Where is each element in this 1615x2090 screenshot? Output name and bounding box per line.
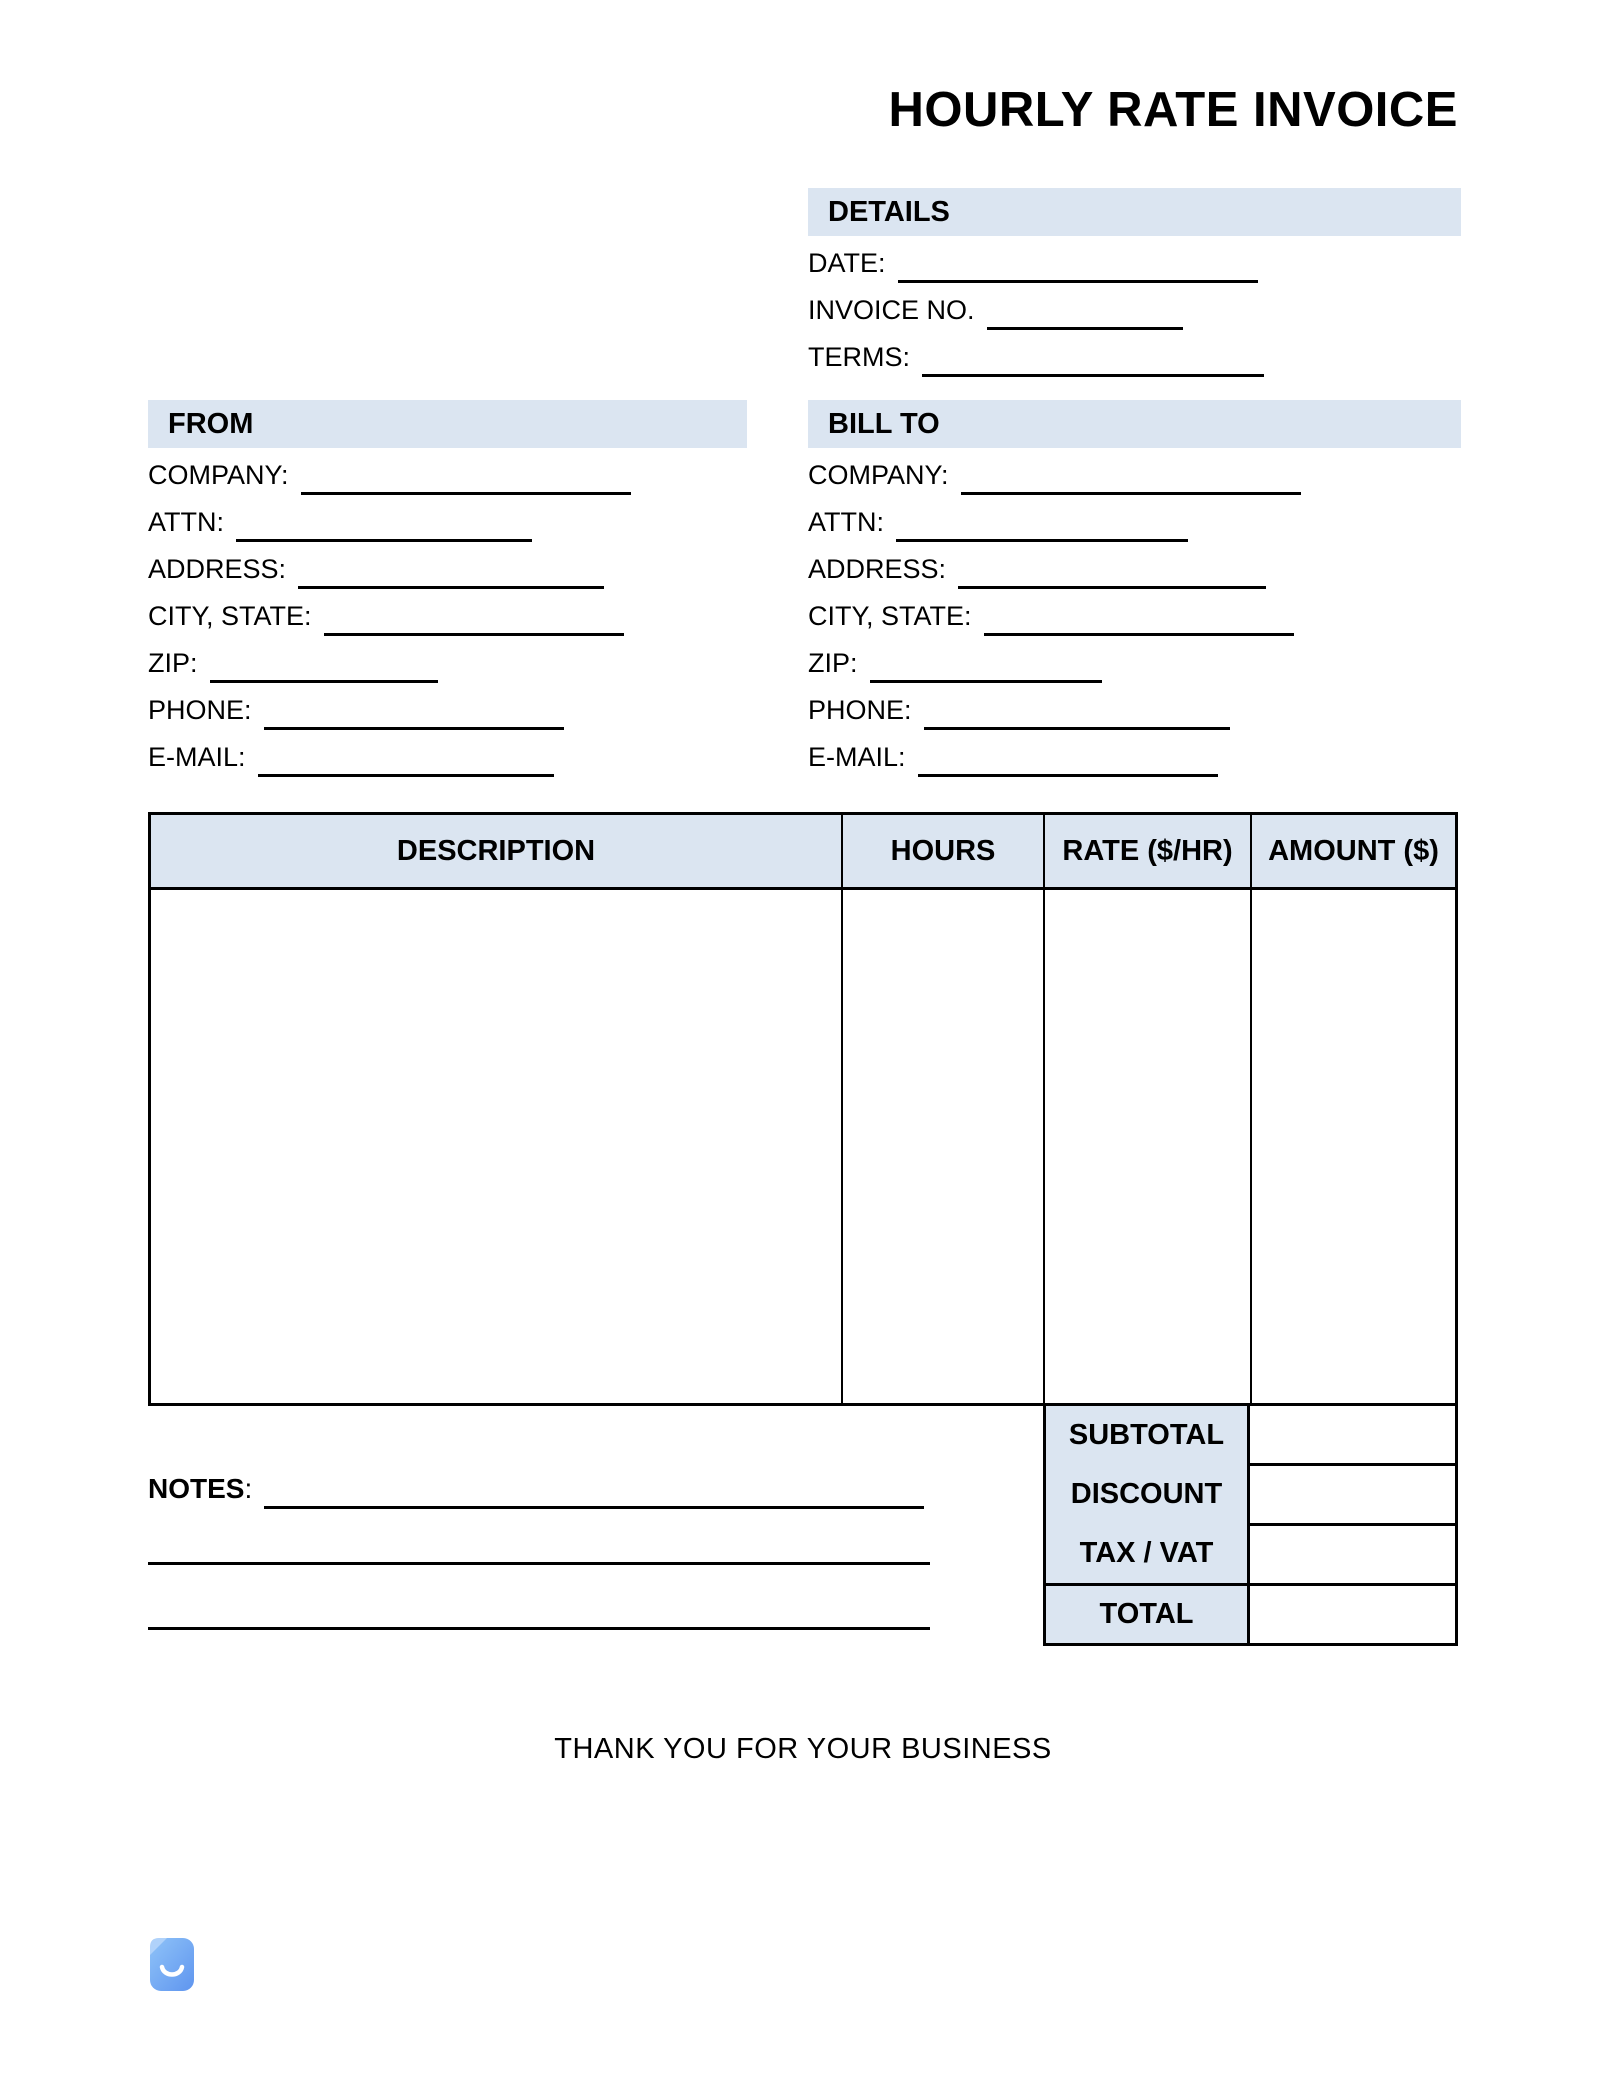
from-company-input-line[interactable] — [301, 462, 631, 495]
field-from-city-state — [148, 592, 747, 639]
tax-vat-label: TAX / VAT — [1079, 1537, 1214, 1569]
date-input-line[interactable] — [898, 250, 1258, 283]
details-header: DETAILS — [808, 188, 1461, 236]
field-from-phone — [148, 686, 747, 733]
discount-label: DISCOUNT — [1070, 1478, 1223, 1510]
field-billto-attn — [808, 498, 1461, 545]
notes-input-line-2[interactable] — [148, 1520, 930, 1565]
details-panel — [808, 188, 1461, 380]
total-label: TOTAL — [1043, 1583, 1250, 1646]
from-company-label: COMPANY: — [148, 460, 289, 490]
billto-zip-label: ZIP: — [808, 648, 858, 678]
line-items-header-row — [151, 815, 1455, 890]
notes-colon: : — [244, 1473, 253, 1504]
field-billto-email — [808, 733, 1461, 780]
field-from-email — [148, 733, 747, 780]
field-invoice-no — [808, 286, 1461, 333]
invoice-no-label: INVOICE NO. — [808, 295, 975, 325]
billto-city-state-input-line[interactable] — [984, 603, 1294, 636]
field-terms — [808, 333, 1461, 380]
bill-to-header: BILL TO — [808, 400, 1461, 448]
from-email-input-line[interactable] — [258, 744, 554, 777]
from-zip-input-line[interactable] — [210, 650, 438, 683]
subtotal-value-cell[interactable] — [1247, 1403, 1458, 1466]
from-attn-label: ATTN: — [148, 507, 224, 537]
notes-input-line-3[interactable] — [148, 1585, 930, 1630]
tax-vat-value-cell[interactable] — [1247, 1523, 1458, 1586]
page-title: HOURLY RATE INVOICE — [888, 83, 1458, 137]
billto-email-input-line[interactable] — [918, 744, 1218, 777]
totals-label-group — [1043, 1403, 1250, 1586]
total-value-cell[interactable] — [1247, 1583, 1458, 1646]
billto-address-label: ADDRESS: — [808, 554, 947, 584]
column-header-description: DESCRIPTION — [396, 834, 596, 867]
from-zip-label: ZIP: — [148, 648, 198, 678]
billto-phone-label: PHONE: — [808, 695, 912, 725]
column-header-amount: AMOUNT ($) — [1250, 815, 1455, 887]
totals-section — [1043, 1403, 1458, 1646]
bill-to-panel — [808, 400, 1461, 780]
from-attn-input-line[interactable] — [236, 509, 532, 542]
field-billto-address — [808, 545, 1461, 592]
line-items-body — [151, 890, 1455, 1403]
billto-company-input-line[interactable] — [961, 462, 1301, 495]
discount-value-cell[interactable] — [1247, 1463, 1458, 1526]
hours-entry-cell[interactable] — [841, 890, 1043, 1403]
billto-attn-input-line[interactable] — [896, 509, 1188, 542]
from-address-label: ADDRESS: — [148, 554, 287, 584]
billto-attn-label: ATTN: — [808, 507, 884, 537]
column-header-rate: RATE ($/HR) — [1043, 815, 1250, 887]
amount-entry-cell[interactable] — [1250, 890, 1455, 1403]
terms-input-line[interactable] — [922, 344, 1264, 377]
line-items-table — [148, 812, 1458, 1406]
field-billto-phone — [808, 686, 1461, 733]
from-header: FROM — [148, 400, 747, 448]
description-entry-cell[interactable] — [151, 890, 841, 1403]
from-panel — [148, 400, 747, 780]
column-header-hours: HOURS — [841, 815, 1043, 887]
from-phone-label: PHONE: — [148, 695, 252, 725]
field-from-zip — [148, 639, 747, 686]
from-city-state-input-line[interactable] — [324, 603, 624, 636]
field-date — [808, 239, 1461, 286]
notes-label: NOTES — [148, 1473, 245, 1504]
notes-input-line-1[interactable] — [264, 1480, 924, 1509]
field-from-address — [148, 545, 747, 592]
billto-zip-input-line[interactable] — [870, 650, 1102, 683]
field-billto-city-state — [808, 592, 1461, 639]
from-email-label: E-MAIL: — [148, 742, 246, 772]
date-label: DATE: — [808, 248, 886, 278]
thank-you-message: THANK YOU FOR YOUR BUSINESS — [554, 1733, 1052, 1765]
notes-field — [148, 1470, 924, 1512]
billto-company-label: COMPANY: — [808, 460, 949, 490]
billto-address-input-line[interactable] — [958, 556, 1266, 589]
from-phone-input-line[interactable] — [264, 697, 564, 730]
billto-city-state-label: CITY, STATE: — [808, 601, 972, 631]
billto-email-label: E-MAIL: — [808, 742, 906, 772]
field-billto-zip — [808, 639, 1461, 686]
rate-entry-cell[interactable] — [1043, 890, 1250, 1403]
terms-label: TERMS: — [808, 342, 911, 372]
field-from-company — [148, 451, 747, 498]
field-from-attn — [148, 498, 747, 545]
from-address-input-line[interactable] — [298, 556, 604, 589]
smile-document-logo-icon — [150, 1938, 194, 1991]
billto-phone-input-line[interactable] — [924, 697, 1230, 730]
subtotal-label: SUBTOTAL — [1068, 1419, 1225, 1451]
field-billto-company — [808, 451, 1461, 498]
invoice-no-input-line[interactable] — [987, 297, 1183, 330]
from-city-state-label: CITY, STATE: — [148, 601, 312, 631]
